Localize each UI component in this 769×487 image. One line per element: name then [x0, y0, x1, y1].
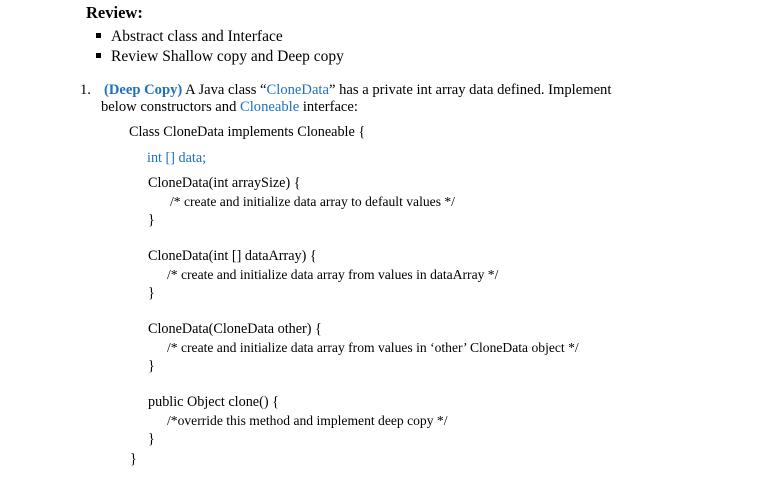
- interface-highlight: Cloneable: [240, 99, 300, 115]
- question-text: below constructors and: [101, 99, 241, 115]
- question-text: ” has a private int array data defined. Implement: [328, 82, 612, 98]
- clone-method-comment: /*override this method and implement deep copy */: [167, 413, 448, 428]
- constructor-data-array-comment: /* create and initialize data array from values in dataArray */: [167, 267, 499, 282]
- review-item-label: Review Shallow copy and Deep copy: [111, 48, 344, 65]
- brace-close: }: [148, 212, 155, 228]
- constructor-array-size: CloneData(int arraySize) {: [148, 175, 301, 191]
- constructor-copy-comment: /* create and initialize data array from values in ‘other’ CloneData object */: [167, 340, 579, 355]
- clone-method: public Object clone() {: [148, 394, 279, 410]
- question-text: interface:: [299, 99, 358, 115]
- class-declaration: Class CloneData implements Cloneable {: [129, 124, 366, 140]
- question-number: 1.: [80, 82, 91, 98]
- brace-close: }: [148, 431, 155, 447]
- field-declaration: int [] data;: [147, 150, 207, 166]
- bullet-square-icon: [96, 53, 101, 58]
- review-heading: Review:: [86, 3, 143, 22]
- review-item-abstract: [96, 28, 283, 46]
- question-tag: (Deep Copy): [104, 82, 183, 98]
- review-item-copy: [96, 48, 344, 66]
- constructor-data-array: CloneData(int [] dataArray) {: [148, 248, 317, 264]
- brace-close: }: [148, 285, 155, 301]
- class-name-highlight: CloneData: [266, 82, 329, 98]
- bullet-square-icon: [96, 33, 101, 38]
- question-text: A Java class “: [182, 82, 267, 98]
- constructor-copy: CloneData(CloneData other) {: [148, 321, 322, 337]
- review-item-label: Abstract class and Interface: [111, 28, 283, 45]
- question-line-2: [101, 99, 358, 116]
- brace-close: }: [148, 358, 155, 374]
- constructor-array-size-comment: /* create and initialize data array to default values */: [170, 194, 455, 209]
- question-line-1: [104, 82, 611, 99]
- class-close-brace: }: [130, 451, 137, 467]
